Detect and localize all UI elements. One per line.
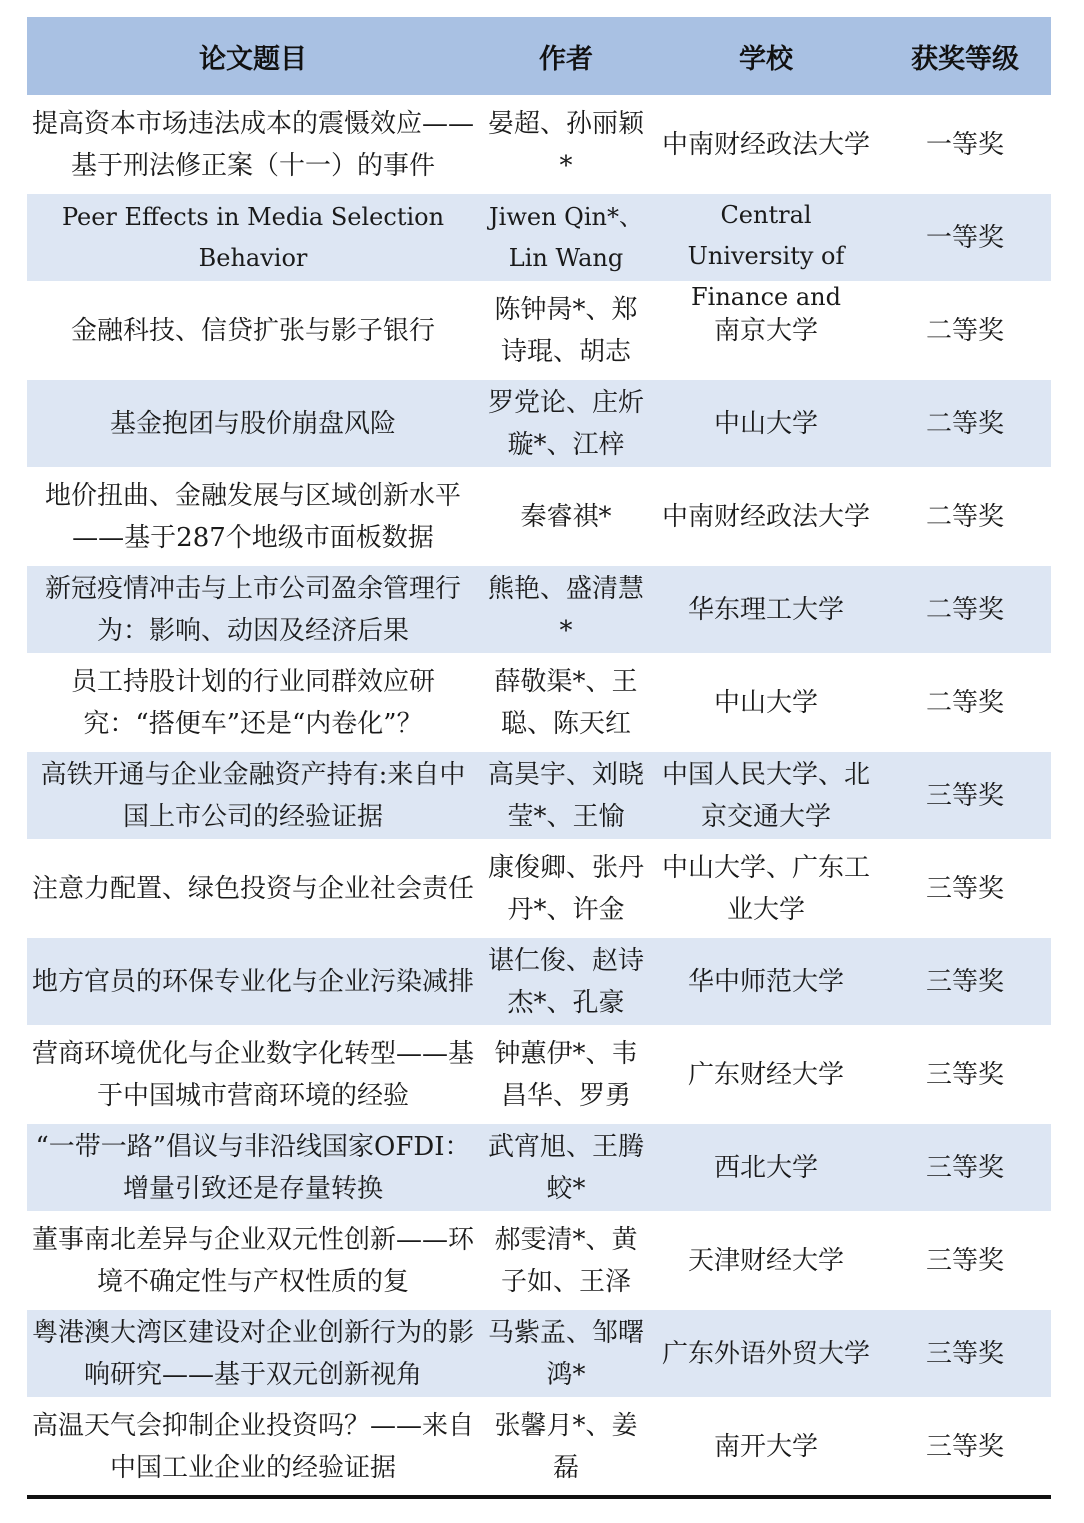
paper-title: Peer Effects in Media Selection Behavior xyxy=(27,191,479,284)
awards-table xyxy=(27,17,1051,1490)
paper-school: 中山大学、广东工业大学 xyxy=(653,842,879,935)
paper-authors: 晏超、孙丽颖* xyxy=(479,98,653,191)
paper-award: 三等奖 xyxy=(879,749,1051,842)
paper-award: 三等奖 xyxy=(879,1307,1051,1400)
table-bottom-rule xyxy=(27,1495,1051,1499)
paper-award: 二等奖 xyxy=(879,563,1051,656)
paper-authors: 陈钟昺*、郑诗琨、胡志 xyxy=(479,284,653,377)
paper-title: 地方官员的环保专业化与企业污染减排 xyxy=(27,935,479,1028)
paper-award: 二等奖 xyxy=(879,656,1051,749)
paper-school: 天津财经大学 xyxy=(653,1214,879,1307)
paper-award: 一等奖 xyxy=(879,98,1051,191)
table-row xyxy=(27,656,1051,749)
paper-award: 三等奖 xyxy=(879,935,1051,1028)
paper-title: 员工持股计划的行业同群效应研究：“搭便车”还是“内卷化”？ xyxy=(27,656,479,749)
paper-award: 二等奖 xyxy=(879,284,1051,377)
paper-school: Central University of Finance and xyxy=(653,191,879,284)
table-row xyxy=(27,191,1051,284)
paper-authors: 马紫孟、邹曙鸿* xyxy=(479,1307,653,1400)
header-school: 学校 xyxy=(653,17,879,98)
paper-title: 董事南北差异与企业双元性创新——环境不确定性与产权性质的复 xyxy=(27,1214,479,1307)
paper-authors: 谌仁俊、赵诗杰*、孔豪 xyxy=(479,935,653,1028)
paper-title: 金融科技、信贷扩张与影子银行 xyxy=(27,284,479,377)
paper-award: 二等奖 xyxy=(879,470,1051,563)
paper-authors: 熊艳、盛清慧* xyxy=(479,563,653,656)
table-row xyxy=(27,1307,1051,1400)
paper-award: 三等奖 xyxy=(879,1028,1051,1121)
table-row xyxy=(27,98,1051,191)
paper-title: 粤港澳大湾区建设对企业创新行为的影响研究——基于双元创新视角 xyxy=(27,1307,479,1400)
table-row xyxy=(27,470,1051,563)
table-row xyxy=(27,377,1051,470)
paper-award: 三等奖 xyxy=(879,1121,1051,1214)
paper-award: 三等奖 xyxy=(879,1400,1051,1490)
header-title: 论文题目 xyxy=(27,17,479,98)
paper-authors: 高昊宇、刘晓莹*、王愉 xyxy=(479,749,653,842)
paper-school: 南京大学 xyxy=(653,284,879,377)
paper-title: 新冠疫情冲击与上市公司盈余管理行为：影响、动因及经济后果 xyxy=(27,563,479,656)
paper-award: 一等奖 xyxy=(879,191,1051,284)
table-row xyxy=(27,842,1051,935)
table-row xyxy=(27,563,1051,656)
table-row xyxy=(27,284,1051,377)
paper-school: 中南财经政法大学 xyxy=(653,470,879,563)
paper-school: 中国人民大学、北京交通大学 xyxy=(653,749,879,842)
table-header xyxy=(27,17,1051,98)
paper-authors: 武宵旭、王腾蛟* xyxy=(479,1121,653,1214)
paper-authors: Jiwen Qin*、Lin Wang xyxy=(479,191,653,284)
paper-title: “一带一路”倡议与非沿线国家OFDI：增量引致还是存量转换 xyxy=(27,1121,479,1214)
paper-award: 二等奖 xyxy=(879,377,1051,470)
table-row xyxy=(27,1400,1051,1490)
table-row xyxy=(27,935,1051,1028)
table-body xyxy=(27,98,1051,1490)
table-row xyxy=(27,749,1051,842)
table-row xyxy=(27,1028,1051,1121)
paper-school: 中山大学 xyxy=(653,377,879,470)
paper-authors: 薛敬渠*、王聪、陈天红 xyxy=(479,656,653,749)
header-authors: 作者 xyxy=(479,17,653,98)
paper-title: 高温天气会抑制企业投资吗？——来自中国工业企业的经验证据 xyxy=(27,1400,479,1490)
paper-award: 三等奖 xyxy=(879,1214,1051,1307)
paper-school: 南开大学 xyxy=(653,1400,879,1490)
paper-title: 注意力配置、绿色投资与企业社会责任 xyxy=(27,842,479,935)
paper-school: 中山大学 xyxy=(653,656,879,749)
paper-authors: 张馨月*、姜磊 xyxy=(479,1400,653,1490)
header-award: 获奖等级 xyxy=(879,17,1051,98)
paper-authors: 秦睿祺* xyxy=(479,470,653,563)
paper-title: 提高资本市场违法成本的震慑效应——基于刑法修正案（十一）的事件 xyxy=(27,98,479,191)
paper-authors: 罗党论、庄炘璇*、江梓 xyxy=(479,377,653,470)
awards-table-container xyxy=(27,17,1051,1490)
table-row xyxy=(27,1121,1051,1214)
paper-title: 地价扭曲、金融发展与区域创新水平——基于287个地级市面板数据 xyxy=(27,470,479,563)
paper-authors: 郝雯清*、黄子如、王泽 xyxy=(479,1214,653,1307)
paper-school: 西北大学 xyxy=(653,1121,879,1214)
paper-school: 广东财经大学 xyxy=(653,1028,879,1121)
paper-school: 中南财经政法大学 xyxy=(653,98,879,191)
paper-award: 三等奖 xyxy=(879,842,1051,935)
paper-school: 华东理工大学 xyxy=(653,563,879,656)
paper-title: 高铁开通与企业金融资产持有:来自中国上市公司的经验证据 xyxy=(27,749,479,842)
paper-title: 基金抱团与股价崩盘风险 xyxy=(27,377,479,470)
paper-title: 营商环境优化与企业数字化转型——基于中国城市营商环境的经验 xyxy=(27,1028,479,1121)
paper-school: 华中师范大学 xyxy=(653,935,879,1028)
table-row xyxy=(27,1214,1051,1307)
paper-authors: 钟蕙伊*、韦昌华、罗勇 xyxy=(479,1028,653,1121)
paper-school: 广东外语外贸大学 xyxy=(653,1307,879,1400)
paper-authors: 康俊卿、张丹丹*、许金 xyxy=(479,842,653,935)
header-row xyxy=(27,17,1051,98)
